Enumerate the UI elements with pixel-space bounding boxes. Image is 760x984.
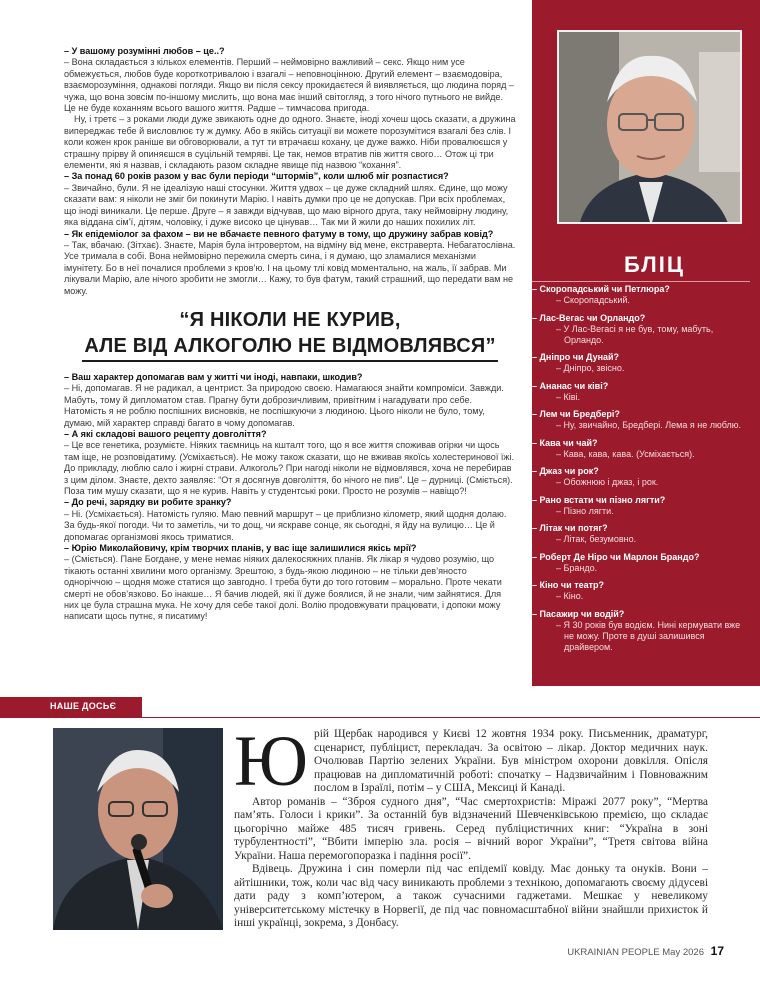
- question: – За понад 60 років разом у вас були періоди “штормів”, коли шлюб міг розпастися?: [64, 171, 449, 182]
- blits-item: [532, 580, 752, 602]
- qa-block: [64, 372, 516, 429]
- blits-question: – Літак чи потяг?: [532, 523, 608, 533]
- headline-line-1: “Я НІКОЛИ НЕ КУРИВ,: [179, 308, 401, 331]
- portrait-photo: [557, 30, 742, 224]
- qa-block: [64, 229, 516, 297]
- blits-answer: – Ну, звичайно, Бредбері. Лема я не люблю.: [556, 420, 741, 430]
- blits-question: – Пасажир чи водій?: [532, 608, 625, 619]
- qa-block: [64, 543, 516, 623]
- issue-date: May 2026: [662, 947, 704, 958]
- interview-column: [64, 46, 516, 623]
- blits-item: [532, 523, 752, 545]
- divider: [142, 717, 760, 718]
- headline-line-2: АЛЕ ВІД АЛКОГОЛЮ НЕ ВІДМОВЛЯВСЯ”: [82, 333, 497, 362]
- blits-answer: – Обожнюю і джаз, і рок.: [556, 477, 659, 487]
- blits-item: [532, 552, 752, 574]
- blits-item: [532, 466, 752, 488]
- qa-block: [64, 171, 516, 228]
- dossier-paragraph: Вдівець. Дружина і син померли під час епідемії ковіду. Має доньку та онуків. Вони – айтішники, тож, коли час від часу виникають проблеми з технікою, допомагають своєму дідусеві дати раду з комп’ютером, а також сучасними гаджетами. Мешкає у невеликому університетському містечку в Норвегії, де під час повномасштабної війни знайшли прихисток й інші українці, зокрема, з Донбасу.: [234, 863, 708, 929]
- answer: – Звичайно, були. Я не ідеалізую наші стосунки. Життя удвох – це дуже складний шлях. Єдине, що можу сказати вам: я ніколи не зміг би покинути Марію. І навіть думки про це не допускав. При всіх проблемах, що іноді виникали. Це перше. Друге – я завжди відчував, що маю вірного друга, таку неймовірну людину, яка віддана сім’ї, дітям, чоловіку, і дуже високо це цінував… Так ми й жили до наших похилих літ.: [64, 182, 509, 228]
- blits-answer: – Кава, кава, кава. (Усміхається).: [556, 448, 695, 459]
- blits-item: [532, 284, 752, 306]
- blits-title: БЛІЦ: [624, 252, 685, 277]
- blits-answer: – Я 30 років був водієм. Нині кермувати вже не можу. Проте в душі залишився драйвером.: [556, 619, 741, 652]
- question: – У вашому розумінні любов – це..?: [64, 46, 225, 56]
- divider: [532, 281, 750, 282]
- blits-answer: – Дніпро, звісно.: [556, 363, 625, 373]
- answer: – Ні, допомагав. Я не радикал, а центрист. За природою своєю. Намагаюся знайти компроміси. Завжди. Мабуть, тому й дипломатом став. Прагну бути доброзичливим, привітним і нагадувати про себе. Натомість я не роблю поспішних висновків, не поспішкуючи з людиною. Цього ніколи не було, тому, думаю, мій характер справді багато в чому допомагав.: [64, 383, 504, 428]
- section-headline: [64, 307, 516, 362]
- question: – Ваш характер допомагав вам у житті чи іноді, навпаки, шкодив?: [64, 371, 363, 382]
- blits-item: [532, 609, 752, 653]
- blits-answer: – Літак, безумовно.: [556, 534, 637, 544]
- magazine-name: UKRAINIAN PEOPLE: [567, 947, 660, 958]
- question: – А які складові вашого рецепту довголіття?: [64, 428, 267, 439]
- answer: – Ні. (Усміхається). Натомість гуляю. Маю певний маршрут – це приблизно кілометр, який щодня долаю. За будь-якої погоди. Чи то заметіль, чи то дощ, чи яскраве сонце, як сьогодні, я йду на вулицю… Це й допомагає організмові якось триматися.: [64, 508, 507, 542]
- blits-list: [532, 284, 752, 659]
- question: – Юрію Миколайовичу, крім творчих планів, у вас іще залишилися якісь мрії?: [64, 543, 417, 554]
- blits-question: – Лас-Вегас чи Орландо?: [532, 312, 646, 323]
- answer: Ну, і третє – з роками люди дуже звикають одне до одного. Знаєте, іноді хочеш щось сказати, а дружина випереджає тебе й висловлює ту ж думку. Або в якійсь ситуації ви можете порозумітися взагалі без слів. І коли кожен крок раніше ви обговорювали, а тут ти втрачаєш кохану, це дуже важко. Ніби провалюєшся у страшну прірву й опиняєшся в суцільній темряві. Це так, немов втратив пів життя свого… Отож ці три елементи, які я назвав, і складають разом складне явище під назвою “кохання”.: [64, 114, 516, 171]
- answer: – Вона складається з кількох елементів. Перший – неймовірно важливий – секс. Якщо ним усе обмежується, любов буде короткотривалою і взагалі – неповноцінною. Другий елемент – взаємодовіра, взаєморозуміння, однакові погляди. Якщо ви після сексу прокидаєтеся й виявляється, що людина поряд – чужа, що вона зовсім по-іншому мислить, що вона має інший світогляд, з того нічого путнього не вийде. Це не буде коханням всього вашого життя. Радше – тимчасова пригода.: [64, 57, 514, 114]
- drop-cap: Ю: [234, 721, 309, 801]
- dossier-paragraph: рій Щербак народився у Києві 12 жовтня 1934 року. Письменник, драматург, сценарист, публіцист, перекладач. За освітою – лікар. Доктор медичних наук. Очолював Партію зелених України. Був міністром охорони довкілля. Опісля працював на дипломатичній роботі: спочатку – Надзвичайним і Повноважним послом в Ізраїлі, потім – у США, Мексиці й Канаді.: [314, 728, 708, 794]
- dossier-tab-label: НАШЕ ДОСЬЄ: [50, 701, 117, 711]
- dossier-tab: [0, 697, 142, 718]
- page-number: 17: [710, 944, 724, 958]
- speaker-illustration: [53, 728, 223, 930]
- blits-answer: – У Лас-Вегасі я не був, тому, мабуть, Орландо.: [556, 323, 714, 345]
- blits-question: – Ананас чи ківі?: [532, 380, 609, 391]
- blits-item: [532, 495, 752, 517]
- blits-item: [532, 409, 752, 431]
- answer: – Так, вбачаю. (Зітхає). Знаєте, Марія була інтровертом, на відміну від мене, екстраверта. Небагатослівна. Усе тримала в собі. Вона неймовірно пережила смерть сина, і я думаю, що зламалися механізми імунітету. Бо в неї почалися проблеми з кров’ю. І на цьому тлі ковід моментально, на жаль, її забрав. Ми лікували Марію, але нічого зробити не змогли… Кажу, то був фатум, такий страшний, що передати вам не можу.: [64, 239, 516, 296]
- blits-answer: – Брандо.: [556, 562, 598, 573]
- answer: – (Сміється). Пане Богдане, у мене немає ніяких далекосяжних планів. Як лікар я чудово розумію, що тікають останні хвилини мого організму. Зрештою, з будь-якою людиною – не тільки дев’яносто одноріччою – щодня може статися що завгодно. І треба бути до того готовим – морально. Проте чекати смерті не обов’язково. Бо інакше… Я бачив людей, які її дуже боялися, й не знали, чим зайнятися. Для них це була страшна мука. Не хочу для себе такої долі. Волію продовжувати працювати, і допоки можу написати щось путнє, я писатиму!: [64, 554, 502, 622]
- blits-answer: – Кіно.: [556, 591, 584, 601]
- blits-item: [532, 352, 752, 374]
- question: – До речі, зарядку ви робите зранку?: [64, 497, 232, 508]
- blits-question: – Роберт Де Ніро чи Марлон Брандо?: [532, 551, 700, 562]
- blits-question: – Кіно чи театр?: [532, 580, 605, 590]
- question: – Як епідеміолог за фахом – ви не вбачаєте певного фатуму в тому, що дружину забрав ковід?: [64, 228, 494, 239]
- blits-question: – Дніпро чи Дунай?: [532, 352, 620, 362]
- dossier-paragraph: Автор романів – “Зброя судного дня”, “Час смертохристів: Міражі 2077 року”, “Мертва пам’ять. Голоси і крики”. За останній був відзначений Шевченківською премією, що складає цьогорічно майже 485 тисяч гривень. Серед публіцистичних книг: “Україна в зоні турбулентності”, “Вбити імперію зла. росія – вічний ворог України”, “Третя світова війна України. Наша перемогопоразка і падіння росії”.: [234, 795, 708, 862]
- portrait-illustration: [559, 32, 742, 224]
- blits-answer: – Ківі.: [556, 391, 581, 402]
- qa-block: [64, 46, 516, 171]
- dossier-text: [234, 721, 708, 931]
- blits-item: [532, 313, 752, 346]
- qa-block: [64, 429, 516, 497]
- page-footer: [567, 944, 724, 958]
- blits-question: – Кава чи чай?: [532, 437, 598, 448]
- blits-item: [532, 438, 752, 460]
- blits-question: – Джаз чи рок?: [532, 466, 599, 476]
- blits-question: – Лем чи Бредбері?: [532, 409, 620, 419]
- blits-answer: – Пізно лягти.: [556, 505, 614, 516]
- qa-block: [64, 497, 516, 543]
- blits-sidebar: [532, 0, 760, 686]
- blits-item: [532, 381, 752, 403]
- blits-question: – Рано встати чи пізно лягти?: [532, 494, 666, 505]
- dossier-photo: [53, 728, 223, 930]
- blits-question: – Скоропадський чи Петлюра?: [532, 284, 670, 294]
- blits-answer: – Скоропадський.: [556, 295, 630, 305]
- answer: – Це все генетика, розумієте. Ніяких таємниць на кшталт того, що я все життя споживав огірки чи щось там іще, не розповідатиму. (Усміхається). Не можу також сказати, що не вживав якоїсь холестеринової їжі. До прикладу, люблю сало і жирні страви. Алкоголь? При нагоді ніколи не відмовлявся, хоча не перебирав з цим ділом. Знаєте, дехто заявляє: “От я досягнув довголіття, бо нічого не пив”. Це – дурниці. (Сміється). Поза тим мушу сказати, що я не курив. Навіть у студентські роки. Просто не розумів – навіщо?!: [64, 440, 515, 496]
